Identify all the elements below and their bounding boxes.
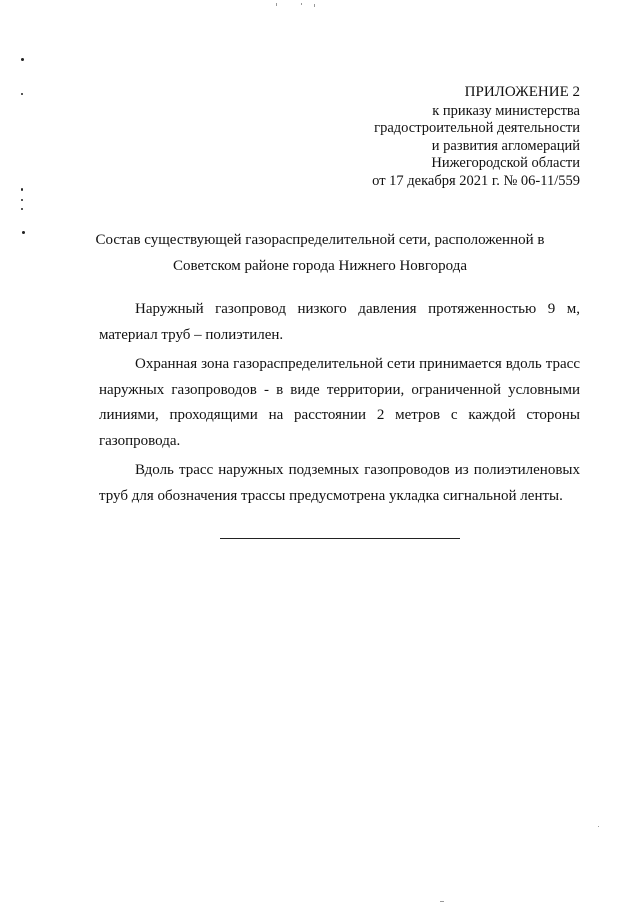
scan-mark	[21, 188, 23, 191]
closing-divider	[220, 538, 460, 539]
scan-mark	[21, 199, 23, 201]
scan-mark	[21, 58, 24, 61]
appendix-line: от 17 декабря 2021 г. № 06-11/559	[372, 172, 580, 189]
appendix-line: и развития агломераций	[431, 137, 580, 154]
scan-mark	[21, 208, 23, 210]
scan-speck	[301, 3, 302, 5]
appendix-line: градостроительной деятельности	[374, 120, 580, 136]
scan-mark	[21, 93, 23, 95]
scan-speck	[598, 826, 599, 827]
scan-speck	[314, 4, 315, 7]
body-paragraph: Охранная зона газораспределительной сети принимается вдоль трасс наружных газопроводов - в виде территории, ограниченной условными линиями, проходящими на расстоянии 2 метров с каждой стороны газопровода.	[99, 356, 580, 449]
body-paragraph: Вдоль трасс наружных подземных газопроводов из полиэтиленовых труб для обозначения трассы предусмотрена укладка сигнальной ленты.	[99, 462, 580, 504]
document-title-line: Состав существующей газораспределительной сети, расположенной в	[95, 232, 545, 248]
body-paragraph: Наружный газопровод низкого давления протяженностью 9 м, материал труб – полиэтилен.	[99, 301, 580, 343]
document-title	[60, 227, 580, 279]
scan-speck	[440, 901, 444, 902]
scan-mark	[22, 231, 25, 234]
appendix-title: ПРИЛОЖЕНИЕ 2	[464, 84, 580, 100]
appendix-line: к приказу министерства	[432, 102, 580, 119]
scan-speck	[276, 3, 277, 6]
document-title-line: Советском районе города Нижнего Новгорода	[172, 258, 468, 274]
appendix-line: Нижегородской области	[431, 155, 580, 171]
appendix-header	[320, 84, 580, 190]
document-body	[99, 297, 580, 513]
